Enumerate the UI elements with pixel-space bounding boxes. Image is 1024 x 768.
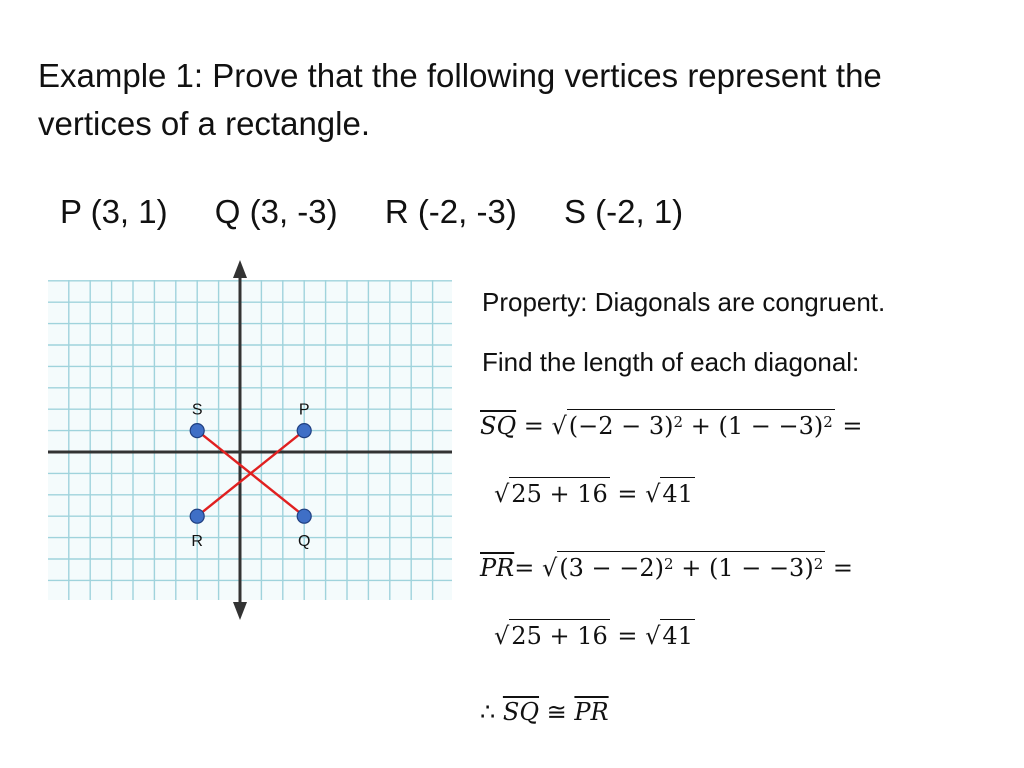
conclusion <box>480 694 609 730</box>
point-r <box>190 509 204 523</box>
pr-radicand-a: (3 − −2) <box>559 554 665 582</box>
sq-radicand-a: (−2 − 3) <box>568 412 674 440</box>
pr-radicand-b: (1 − −3) <box>708 554 814 582</box>
sq-sqrt: $√(-2 - 3)^2 + (1 - -3)^2$ <box>552 408 835 444</box>
slide-title: Example 1: Prove that the following vertices represent the vertices of a rectangle. <box>38 57 882 142</box>
conclusion-right: $\overline{PR}$ <box>574 698 609 726</box>
pr-tail: = <box>825 554 853 582</box>
grid-lines <box>48 280 452 600</box>
pr-eq: = <box>514 554 542 582</box>
property-text: Property: Diagonals are congruent. <box>482 287 886 317</box>
pr-result-sqrt: √41 <box>645 618 695 654</box>
sq-plus: + <box>683 412 719 440</box>
sq-step-radicand: 25 + 16 <box>509 477 609 510</box>
sq-tail: = <box>834 412 863 440</box>
therefore-symbol: ∴ <box>480 698 503 726</box>
sq-result: 41 <box>660 477 695 510</box>
point-q <box>297 509 311 523</box>
pr-equation <box>480 550 853 586</box>
sq-result-sqrt: √41 <box>645 476 695 512</box>
pr-exp-a: 2 <box>664 555 674 573</box>
y-axis-arrow-up <box>233 260 247 278</box>
sq-step <box>494 476 695 512</box>
vertex-s: S (-2, 1) <box>563 193 684 230</box>
point-label-s: S <box>191 401 203 419</box>
sq-radicand-b: (1 − −3) <box>718 412 824 440</box>
pr-result: 41 <box>660 619 695 652</box>
vertex-q: Q (3, -3) <box>214 193 338 230</box>
sq-exp-a: 2 <box>673 413 684 431</box>
point-label-q: Q <box>297 533 311 551</box>
sq-step-eq: = <box>609 480 646 508</box>
point-s <box>190 424 204 438</box>
pr-exp-b: 2 <box>813 555 824 573</box>
pr-step-sqrt: √25 + 16 <box>494 618 610 654</box>
sq-step-sqrt: √25 + 16 <box>494 476 610 512</box>
point-label-p: P <box>298 401 310 419</box>
vertex-p: P (3, 1) <box>60 193 168 230</box>
congruent-symbol: ≅ <box>539 698 575 726</box>
pr-step-radicand: 25 + 16 <box>509 619 609 652</box>
sq-label: $\overline{SQ}$ <box>480 412 517 440</box>
pr-plus: + <box>673 554 709 582</box>
find-text: Find the length of each diagonal: <box>482 347 860 377</box>
point-p <box>297 424 311 438</box>
sq-exp-b: 2 <box>823 413 833 431</box>
pr-label: $\overline{PR}$ <box>480 554 515 582</box>
point-label-r: R <box>191 533 203 551</box>
grid-background <box>48 280 452 600</box>
conclusion-left: $\overline{SQ}$ <box>502 698 540 726</box>
sq-eq: = <box>516 412 552 440</box>
pr-step <box>494 618 695 654</box>
pr-step-eq: = <box>609 622 646 650</box>
vertex-r: R (-2, -3) <box>384 193 517 230</box>
y-axis-arrow-down <box>233 602 247 620</box>
pr-sqrt: $√(3 - -2)^2 + (1 - -3)^2$ <box>542 550 825 586</box>
sq-equation <box>480 408 863 444</box>
